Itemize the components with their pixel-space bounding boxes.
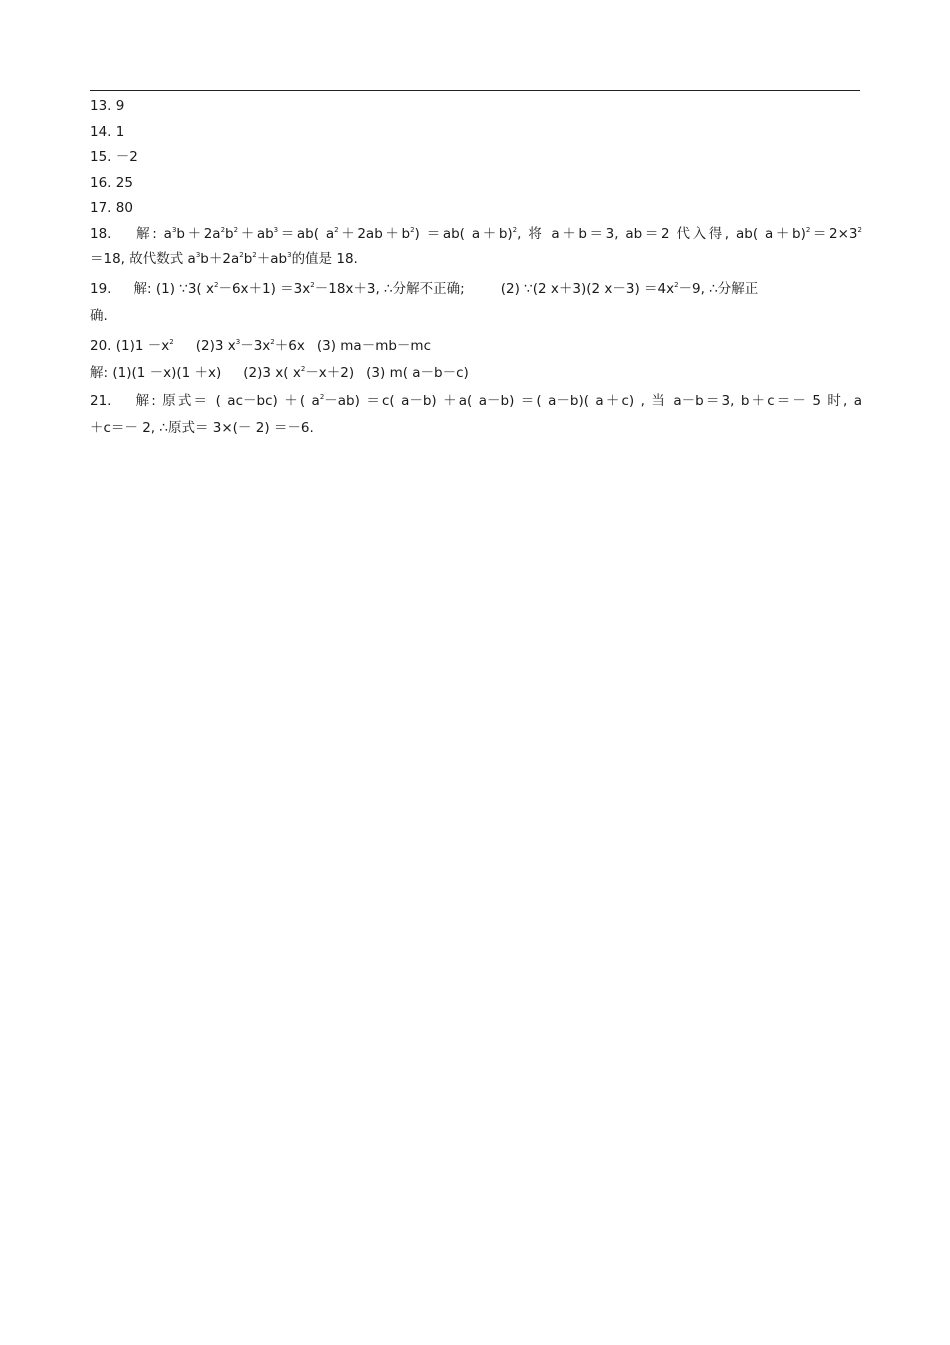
math-text: －18x＋3, ∴分解不正确;	[314, 280, 465, 297]
math-text: ＋ab	[256, 251, 288, 267]
answer-18	[90, 222, 862, 273]
exponent: 2	[233, 225, 239, 234]
answer-20-solution	[90, 361, 862, 387]
exponent: 2	[674, 280, 679, 289]
math-text: －3x	[240, 337, 271, 354]
math-text: ＝18, 故代数式 a	[90, 251, 196, 267]
math-text: , 将 a＋b＝3, ab＝2 代入得, ab( a＋b)	[517, 225, 806, 242]
answer-18-line-2	[90, 247, 862, 273]
math-text: ＋ab	[238, 225, 274, 242]
exponent: 2	[334, 225, 339, 234]
math-text: ) ＝ab( a＋b)	[414, 225, 513, 242]
answer-14: 14. 1	[90, 123, 125, 140]
math-text: (2)3 x( x	[243, 365, 301, 381]
exponent: 2	[220, 225, 226, 234]
math-text: －ab) ＝c( a－b) ＋a( a－b) ＝( a－b)( a＋c) , 当 a－b＝3, b＋c＝－ 5 时, a	[324, 392, 862, 409]
exponent: 2	[300, 365, 306, 373]
answer-17: 17. 80	[90, 200, 133, 216]
math-text: －9, ∴分解正	[678, 280, 759, 297]
exponent: 3	[195, 251, 201, 259]
math-text: ＝2×3	[810, 225, 858, 242]
answer-18-line-1	[90, 222, 862, 248]
exponent: 3	[273, 225, 279, 234]
exponent: 2	[512, 225, 518, 234]
answer-19-line-2: 确.	[90, 308, 108, 324]
math-text: (1) ∵3( x	[155, 280, 214, 297]
math-text: (2) ∵(2 x＋3)(2 x－3) ＝4x	[500, 280, 675, 297]
math-text: －6x＋1) ＝3x	[218, 280, 311, 297]
math-text: b	[243, 251, 253, 267]
math-text: (2)3 x	[195, 337, 236, 354]
exponent: 2	[805, 225, 811, 234]
header-rule	[90, 90, 860, 91]
answer-13: 13. 9	[90, 98, 125, 114]
exponent: 2	[270, 337, 275, 346]
exponent: 2	[857, 225, 862, 234]
answer-number: 18.	[90, 225, 112, 242]
exponent: 2	[319, 392, 325, 401]
solution-label: 解:	[133, 225, 157, 242]
answer-number: 19.	[90, 280, 112, 297]
exponent: 2	[239, 251, 244, 259]
exponent: 3	[171, 225, 177, 234]
solution-label: 解:	[133, 280, 152, 297]
math-text: b＋2a	[176, 225, 221, 242]
exponent: 2	[213, 280, 219, 289]
answer-number: 21.	[90, 392, 112, 409]
exponent: 2	[410, 225, 415, 234]
math-text: (3) ma－mb－mc	[316, 337, 431, 354]
math-text: ＝ab( a	[278, 225, 335, 242]
math-text: b	[225, 225, 234, 242]
math-text: b＋2a	[200, 251, 240, 267]
answer-21	[90, 389, 862, 442]
answer-15: 15. －2	[90, 149, 138, 165]
math-text: 解: 原式＝ ( ac－bc) ＋( a	[133, 392, 320, 409]
exponent: 2	[310, 280, 315, 289]
math-text: ＋2ab＋b	[338, 225, 411, 242]
math-text: 20. (1)1 －x	[90, 337, 170, 354]
exponent: 2	[252, 251, 257, 259]
exponent: 2	[169, 337, 174, 346]
math-text: 的值是 18.	[291, 251, 358, 267]
answer-21-line-2: ＋c＝－ 2, ∴原式＝ 3×(－ 2) ＝－6.	[90, 420, 314, 436]
answer-21-line-1	[90, 389, 862, 415]
math-text: a	[163, 225, 172, 242]
answer-16: 16. 25	[90, 174, 133, 191]
math-text: 解: (1)(1 －x)(1 ＋x)	[90, 365, 222, 381]
exponent: 3	[235, 337, 241, 346]
answer-19-line-1	[90, 277, 862, 303]
exponent: 3	[287, 251, 292, 259]
answer-20	[90, 334, 862, 360]
math-text: －x＋2)	[305, 365, 355, 381]
answer-19	[90, 277, 862, 330]
math-text: ＋6x	[274, 337, 305, 354]
answer-list	[90, 94, 862, 442]
math-text: (3) m( a－b－c)	[366, 365, 469, 381]
